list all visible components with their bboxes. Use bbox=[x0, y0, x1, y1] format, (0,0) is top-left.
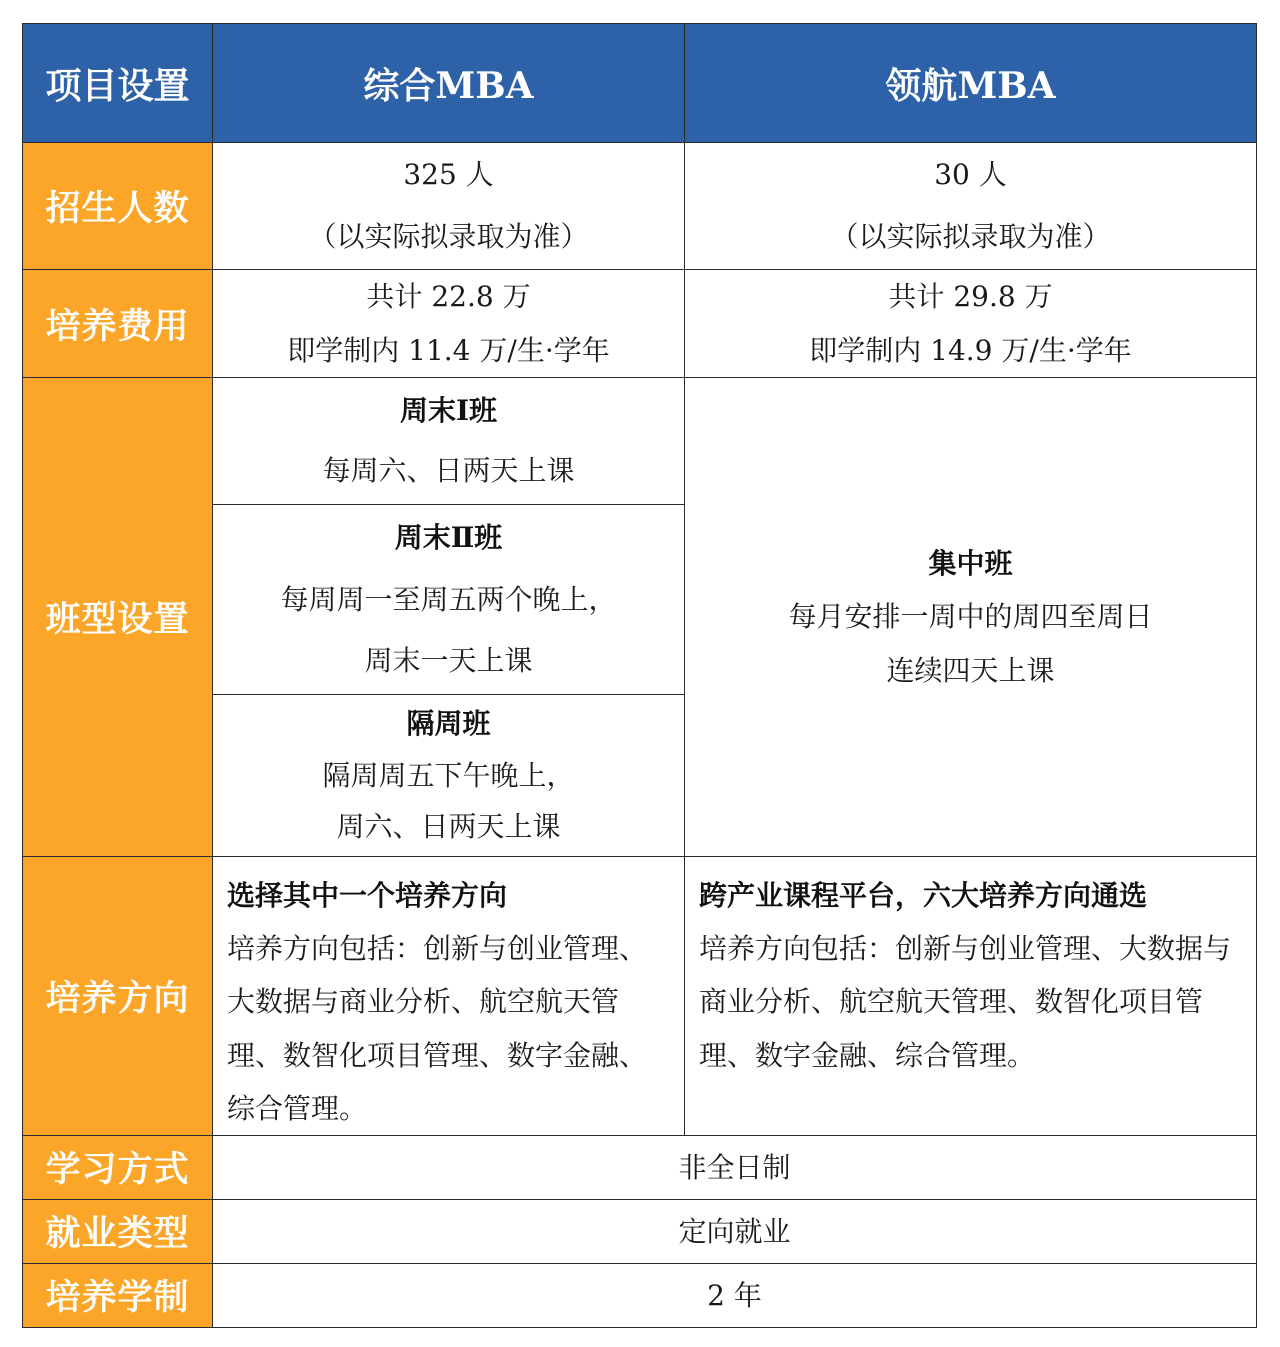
header-row bbox=[23, 24, 1257, 143]
fees-pilot-total: 共计 29.8 万 bbox=[888, 280, 1053, 314]
label-duration: 培养学制 bbox=[23, 1263, 213, 1327]
cell-direction-comprehensive bbox=[213, 857, 685, 1136]
row-study-mode bbox=[23, 1135, 1257, 1199]
label-direction: 培养方向 bbox=[23, 857, 213, 1136]
enrollment-pilot-note: （以实际拟录取为准） bbox=[830, 220, 1111, 253]
row-employment bbox=[23, 1199, 1257, 1263]
cell-employment: 定向就业 bbox=[213, 1199, 1257, 1263]
cell-fees-comprehensive bbox=[213, 270, 685, 378]
row-direction bbox=[23, 857, 1257, 1136]
alternate-week-class-schedule-1: 隔周周五下午晚上， bbox=[322, 758, 575, 792]
row-duration bbox=[23, 1263, 1257, 1327]
direction-comprehensive-title: 选择其中一个培养方向 bbox=[227, 879, 508, 912]
cell-direction-pilot bbox=[685, 857, 1257, 1136]
cell-weekend2-class bbox=[213, 505, 685, 695]
enrollment-comprehensive-count: 325 人 bbox=[403, 158, 494, 192]
label-study-mode: 学习方式 bbox=[23, 1135, 213, 1199]
weekend2-class-schedule-1: 每周周一至周五两个晚上， bbox=[280, 582, 617, 616]
header-pilot-mba: 领航MBA bbox=[685, 24, 1257, 143]
weekend2-class-title: 周末Ⅱ班 bbox=[394, 521, 503, 555]
direction-pilot-title: 跨产业课程平台，六大培养方向通选 bbox=[699, 879, 1148, 912]
header-project-settings: 项目设置 bbox=[23, 24, 213, 143]
row-enrollment bbox=[23, 143, 1257, 270]
enrollment-comprehensive-note: （以实际拟录取为准） bbox=[308, 220, 589, 253]
alternate-week-class-schedule-2: 周六、日两天上课 bbox=[336, 810, 561, 844]
cell-fees-pilot bbox=[685, 270, 1257, 378]
label-fees: 培养费用 bbox=[23, 270, 213, 378]
intensive-class-schedule-2: 连续四天上课 bbox=[886, 653, 1055, 687]
label-enrollment: 招生人数 bbox=[23, 143, 213, 270]
mba-comparison-table bbox=[22, 23, 1257, 1328]
intensive-class-title: 集中班 bbox=[928, 547, 1013, 581]
cell-alternate-week-class bbox=[213, 695, 685, 857]
label-employment: 就业类型 bbox=[23, 1199, 213, 1263]
label-classes: 班型设置 bbox=[23, 378, 213, 857]
cell-intensive-class bbox=[685, 378, 1257, 857]
row-classes-weekend1 bbox=[23, 378, 1257, 505]
cell-enrollment-pilot bbox=[685, 143, 1257, 270]
direction-comprehensive-body: 培养方向包括：创新与创业管理、大数据与商业分析、航空航天管理、数智化项目管理、数字金融、综合管理。 bbox=[227, 932, 648, 1125]
cell-duration: 2 年 bbox=[213, 1263, 1257, 1327]
fees-pilot-per-year: 即学制内 14.9 万/生·学年 bbox=[809, 333, 1132, 367]
cell-enrollment-comprehensive bbox=[213, 143, 685, 270]
weekend1-class-schedule: 每周六、日两天上课 bbox=[322, 454, 575, 487]
fees-comprehensive-total: 共计 22.8 万 bbox=[366, 280, 531, 314]
weekend2-class-schedule-2: 周末一天上课 bbox=[364, 644, 533, 678]
alternate-week-class-title: 隔周班 bbox=[406, 706, 491, 740]
enrollment-pilot-count: 30 人 bbox=[934, 158, 1007, 192]
intensive-class-schedule-1: 每月安排一周中的周四至周日 bbox=[788, 600, 1153, 634]
cell-weekend1-class bbox=[213, 378, 685, 505]
direction-pilot-body: 培养方向包括：创新与创业管理、大数据与商业分析、航空航天管理、数智化项目管理、数字金融、综合管理。 bbox=[699, 932, 1232, 1072]
row-fees bbox=[23, 270, 1257, 378]
cell-study-mode: 非全日制 bbox=[213, 1135, 1257, 1199]
fees-comprehensive-per-year: 即学制内 11.4 万/生·学年 bbox=[287, 333, 610, 367]
weekend1-class-title: 周末Ⅰ班 bbox=[399, 393, 498, 427]
header-comprehensive-mba: 综合MBA bbox=[213, 24, 685, 143]
